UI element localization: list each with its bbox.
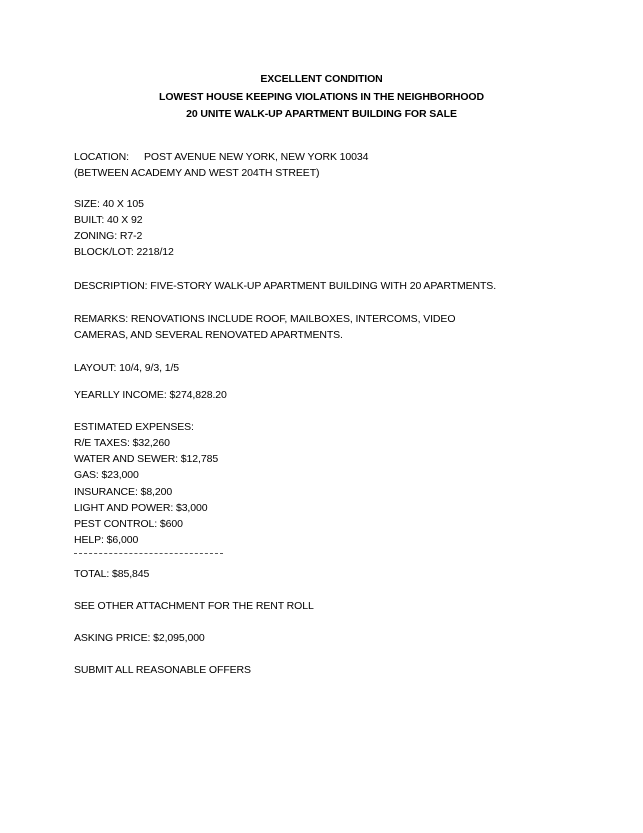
size-line: SIZE: 40 X 105 bbox=[74, 198, 144, 210]
remarks-line-2: CAMERAS, AND SEVERAL RENOVATED APARTMENTS. bbox=[74, 329, 343, 341]
closing-line: SUBMIT ALL REASONABLE OFFERS bbox=[74, 664, 251, 676]
expense-item: HELP: $6,000 bbox=[74, 534, 139, 546]
heading-building-for-sale: 20 UNITE WALK-UP APARTMENT BUILDING FOR SALE bbox=[186, 108, 457, 120]
expense-item: GAS: $23,000 bbox=[74, 469, 139, 481]
expense-item: R/E TAXES: $32,260 bbox=[74, 437, 170, 449]
expense-item: INSURANCE: $8,200 bbox=[74, 486, 173, 498]
total-divider bbox=[74, 553, 223, 554]
description-line: DESCRIPTION: FIVE-STORY WALK-UP APARTMENT BUILDING WITH 20 APARTMENTS. bbox=[74, 280, 497, 292]
location-line bbox=[74, 151, 368, 163]
expenses-title: ESTIMATED EXPENSES: bbox=[74, 421, 194, 433]
location-label: LOCATION: bbox=[74, 151, 129, 163]
asking-price-line: ASKING PRICE: $2,095,000 bbox=[74, 632, 205, 644]
layout-line: LAYOUT: 10/4, 9/3, 1/5 bbox=[74, 362, 179, 374]
location-value: POST AVENUE NEW YORK, NEW YORK 10034 bbox=[144, 151, 369, 163]
location-note: (BETWEEN ACADEMY AND WEST 204TH STREET) bbox=[74, 167, 320, 179]
built-line: BUILT: 40 X 92 bbox=[74, 214, 143, 226]
rent-roll-note: SEE OTHER ATTACHMENT FOR THE RENT ROLL bbox=[74, 600, 314, 612]
block-lot-line: BLOCK/LOT: 2218/12 bbox=[74, 246, 174, 258]
total-line: TOTAL: $85,845 bbox=[74, 568, 150, 580]
yearly-income-line: YEARLLY INCOME: $274,828.20 bbox=[74, 389, 227, 401]
expense-item: PEST CONTROL: $600 bbox=[74, 518, 183, 530]
zoning-line: ZONING: R7-2 bbox=[74, 230, 143, 242]
remarks-line-1: REMARKS: RENOVATIONS INCLUDE ROOF, MAILBOXES, INTERCOMS, VIDEO bbox=[74, 313, 456, 325]
heading-condition: EXCELLENT CONDITION bbox=[260, 73, 383, 85]
expense-item: LIGHT AND POWER: $3,000 bbox=[74, 502, 208, 514]
heading-violations: LOWEST HOUSE KEEPING VIOLATIONS IN THE NEIGHBORHOOD bbox=[159, 91, 484, 103]
expense-item: WATER AND SEWER: $12,785 bbox=[74, 453, 219, 465]
